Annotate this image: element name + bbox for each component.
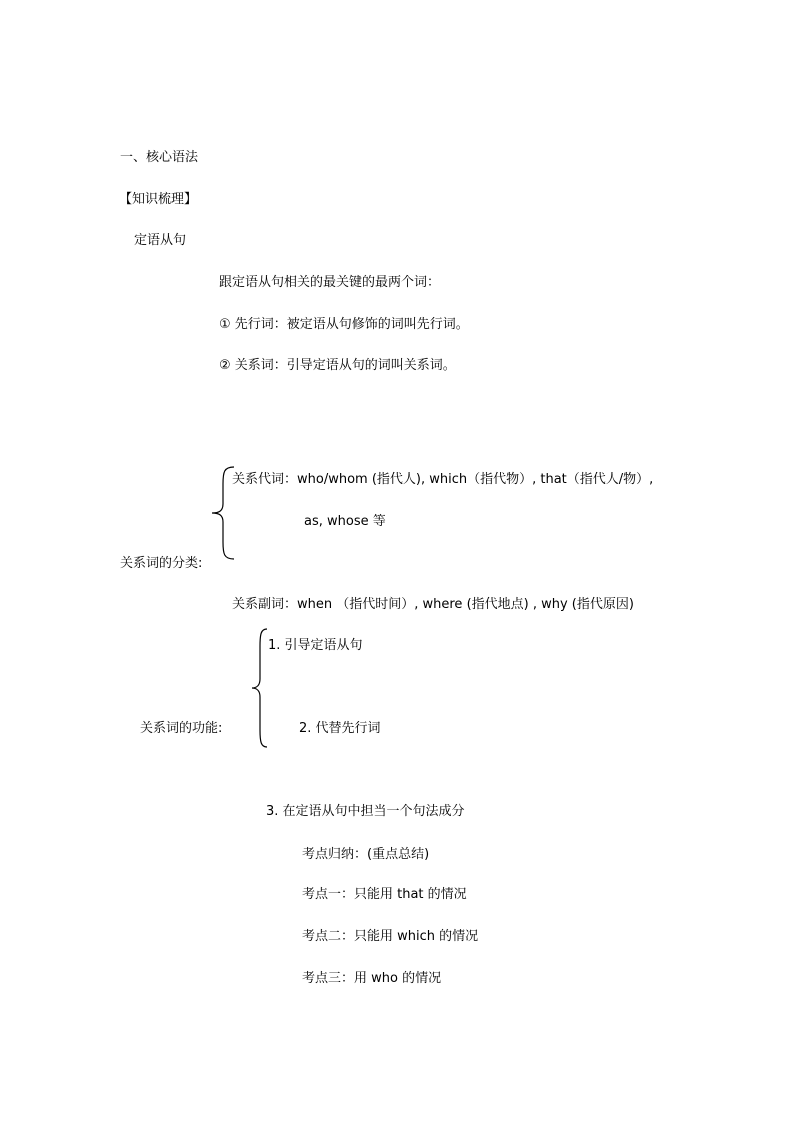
exam-point-3: 考点三：用 who 的情况	[302, 971, 442, 986]
key-words-intro: 跟定语从句相关的最关键的最两个词：	[219, 275, 441, 290]
relative-pronouns: 关系代词：who/whom (指代人), which（指代物）, that（指代人/物）,	[232, 472, 654, 487]
function-item-2: 2. 代替先行词	[299, 721, 381, 736]
relative-adverbs: 关系副词：when （指代时间）, where (指代地点) , why (指代原因)	[232, 597, 634, 612]
relative-pronouns-continued: as, whose 等	[304, 514, 386, 529]
function-item-1: 1. 引导定语从句	[268, 638, 363, 653]
classification-label: 关系词的分类:	[120, 556, 203, 571]
topic-title: 定语从句	[134, 233, 187, 248]
knowledge-heading: 【知识梳理】	[119, 192, 198, 207]
point-relative-word: ② 关系词：引导定语从句的词叫关系词。	[219, 358, 456, 373]
point-antecedent: ① 先行词：被定语从句修饰的词叫先行词。	[219, 317, 469, 332]
exam-points-summary: 考点归纳：(重点总结)	[302, 847, 430, 862]
exam-point-1: 考点一：只能用 that 的情况	[302, 887, 467, 902]
functions-label: 关系词的功能:	[140, 721, 223, 736]
section-title: 一、核心语法	[120, 150, 199, 165]
function-item-3: 3. 在定语从句中担当一个句法成分	[266, 804, 465, 819]
exam-point-2: 考点二：只能用 which 的情况	[302, 929, 479, 944]
